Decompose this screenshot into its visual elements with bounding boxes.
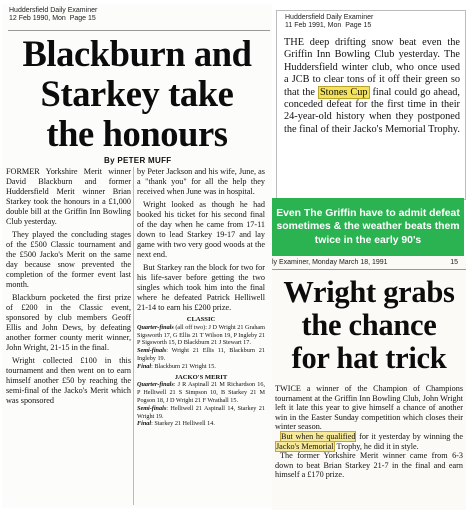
clipping-header <box>9 7 97 23</box>
headline <box>272 276 466 375</box>
paragraph: They played the concluding stages of the £500 Classic tournament and the £500 Jacko's Merit on the same day because snow prevented the completion of the former event last month. <box>6 230 131 289</box>
article-column-1 <box>6 167 131 409</box>
headline-line: for hat trick <box>291 341 447 375</box>
article-body <box>275 384 463 480</box>
paragraph: Wright looked as though he had booked his ticket for his second final of the day when he came from 17-11 down to lead Starkey 19-17 and lay game with two very good woods at the next end. <box>137 200 265 259</box>
article-clipping-wright <box>272 256 466 510</box>
result-line: Quarter-finals: J R Aspinall 21 M Richardson 16, P Helliwell 21 S Simpson 10, B Starkey 21 M Pogson 18, J D Wright 21 F Wrathall 15. <box>137 381 265 404</box>
divider <box>8 30 270 31</box>
results-jacko <box>137 374 265 429</box>
result-line: Semi-finals: Wright 21 Ellis 11, Blackburn 21 Ingleby 19. <box>137 347 265 362</box>
divider <box>272 269 466 270</box>
issue-date: March 18, 1991 <box>338 259 388 266</box>
headline-line: the honours <box>46 113 228 154</box>
newspaper-name: ly Examiner, Monday <box>272 259 337 266</box>
column-rule <box>133 167 134 505</box>
headline-line: Blackburn and <box>22 33 252 74</box>
paragraph: by Peter Jackson and his wife, June, as a "thank you" for all the help they received when June was in hospital. <box>137 167 265 196</box>
result-line: Final: Blackburn 21 Wright 15. <box>137 362 216 370</box>
paragraph: FORMER Yorkshire Merit winner David Blackburn and former Huddersfield Merit winner Brian Starkey took the honours in a £1,000 double bill at the Griffin Inn Bowling Club yesterday. <box>6 167 131 226</box>
headline-line: Starkey take <box>40 73 234 114</box>
headline-line: Wright grabs <box>283 275 455 309</box>
paragraph: Wright collected £100 in this tournament and then went on to earn himself another £50 by reaching the semi-final of the Jacko's Merit which was sponsored <box>6 356 131 405</box>
page-number: Page 15 <box>69 15 96 22</box>
headline-line: the chance <box>301 308 437 342</box>
issue-date: 12 Feb 1990, Mon Page 15 <box>9 15 96 22</box>
paragraph: The former Yorkshire Merit winner came from 6-3 down to beat Brian Starkey 21-7 in the final and earn himself a £170 prize. <box>275 451 463 480</box>
article-clipping-blackburn <box>2 4 272 508</box>
result-line: Semi-finals: Helliwell 21 Aspinall 14, Starkey 21 Wright 19. <box>137 404 265 420</box>
page-number: 15 <box>450 259 458 266</box>
headline <box>2 34 272 154</box>
article-clipping-snow <box>276 10 466 200</box>
page-number: Page 15 <box>345 22 372 29</box>
results-heading: CLASSIC <box>186 316 216 323</box>
highlighted-text: Stones Cup <box>319 86 368 98</box>
clipping-header <box>285 14 373 30</box>
result-line: Final: Starkey 21 Helliwell 14. <box>137 420 215 428</box>
issue-date: 11 Feb 1991, Mon Page 15 <box>285 22 372 29</box>
paragraph: Blackburn pocketed the first prize of £200 in the Classic event, sponsored by club members Geoff Ellis and John Dews, by defeating another former county merit winner, John Wright, 21-15 in the final. <box>6 293 131 352</box>
newspaper-name: Huddersfield Daily Examiner <box>9 7 98 14</box>
highlighted-text: Jacko's Memorial <box>276 441 334 451</box>
article-column-2 <box>137 167 265 428</box>
paragraph: But Starkey ran the block for two for his life-saver before getting the two singles which took him into the final where he defeated Patrick Helliwell 21-14 to earn his £200 prize. <box>137 263 265 312</box>
results-classic <box>137 316 265 371</box>
newspaper-name: Huddersfield Daily Examiner <box>285 14 374 21</box>
annotation-caption: Even The Griffin have to admit defeat sometimes & the weather beats them twice in the early 90's <box>272 198 464 256</box>
result-line: Quarter-finals (all off two): J D Wright 21 Graham Sigsworth 17, G Ellis 21 T Wilson 19, P Ingleby 21 P Sigsworth 15, D Blackburn 21 J Stewart 17. <box>137 323 265 347</box>
article-body: THE deep drifting snow beat even the Griffin Inn Bowling Club yesterday. The Huddersfield winter club, who once used a JCB to clear tons of it off their green so that the Stones Cup final could go ahead, conceded defeat for the first time in their 24-year-old history when they postponed the final of their Jacko's Memorial Trophy. <box>284 37 461 135</box>
paragraph: TWICE a winner of the Champion of Champions tournament at the Griffin Inn Bowling Club, John Wright left it late this year to give himself a chance of another win in the Easter Sunday competition which closes their winter season. <box>275 384 463 432</box>
results-heading: JACKO'S MERIT <box>174 373 228 381</box>
highlighted-text: But when he qualified <box>281 431 356 441</box>
paragraph: But when he qualified for it yesterday by winning the Jacko's Memorial Trophy, he did it in style. <box>276 431 463 451</box>
byline: By PETER MUFF <box>104 156 172 165</box>
clipping-header <box>272 259 462 267</box>
